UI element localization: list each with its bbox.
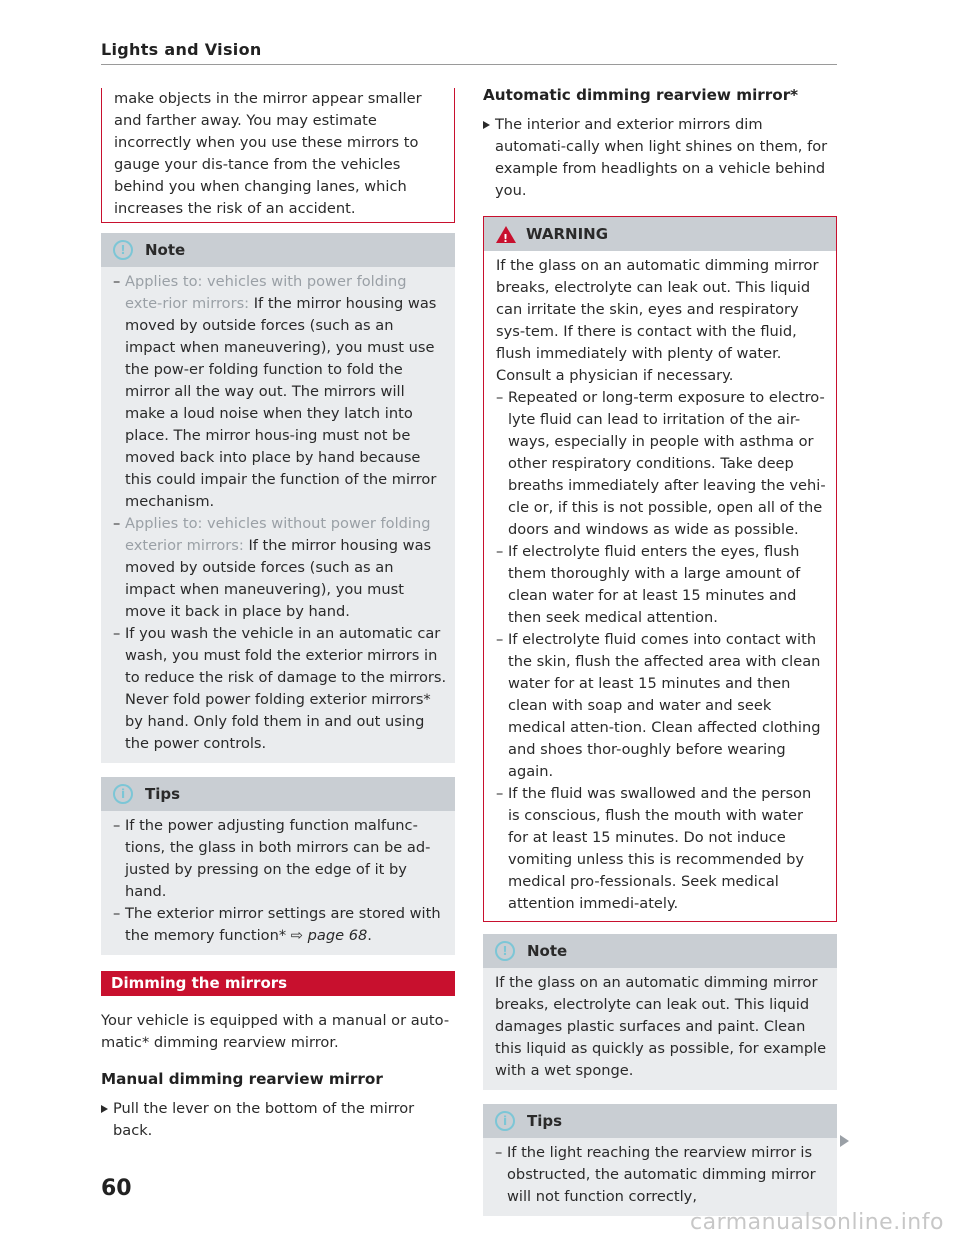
tips-box (101, 777, 455, 955)
list-item: – If electrolyte fluid enters the eyes, flush them thoroughly with a large amount of clean water for at least 15 minutes and then seek medical attention. (496, 541, 826, 629)
tips-box-right (483, 1104, 837, 1216)
tips-body (101, 811, 455, 955)
intro-text: Your vehicle is equipped with a manual or auto-matic* dimming rearview mirror. (101, 1012, 450, 1051)
warning-continuation-text: make objects in the mirror appear smaller and farther away. You may estimate incorrectly when you use these mirrors to gauge your dis-tance from the vehicles behind you when changing lanes, which increases the risk of an accident. (114, 90, 422, 217)
automatic-dimming-heading: Automatic dimming rearview mirror* (483, 86, 799, 104)
list-item (113, 903, 447, 947)
note-body (101, 267, 455, 763)
note-body (483, 968, 837, 1090)
tips-header (101, 777, 455, 811)
left-column (101, 88, 455, 1142)
automatic-step: The interior and exterior mirrors dim automati-cally when light shines on them, for example from headlights on a vehicle behind you. (483, 114, 837, 202)
manual-step: Pull the lever on the bottom of the mirror back. (101, 1098, 455, 1142)
warning-continuation-box (101, 88, 455, 223)
warning-intro: If the glass on an automatic dimming mirror breaks, electrolyte can leak out. This liquid can irritate the skin, eyes and respiratory sys-tem. If there is contact with the fluid, flush immediately with plenty of water. Consult a physician if necessary. (496, 257, 819, 384)
note-title: Note (145, 241, 186, 259)
note-header (101, 233, 455, 267)
manual-dimming-heading: Manual dimming rearview mirror (101, 1070, 383, 1088)
note-item-text: If the mirror housing was moved by outside forces (such as an impact when maneuvering), you must use the pow-er folding function to fold the mirror all the way out. The mirrors will make a loud noise when they latch into place. The mirror hous-ing must not be moved back into place by hand because this could impair the function of the mirror mechanism. (125, 295, 437, 510)
tips-title: Tips (145, 785, 181, 803)
exclamation-circle-icon: ! (113, 240, 133, 260)
right-column (483, 84, 837, 1230)
list-item: – If the fluid was swallowed and the person is conscious, flush the mouth with water for at least 15 minutes. Do not induce vomiting unless this is recommended by medical pro-fessionals. Seek medical attention immedi-ately. (496, 783, 826, 915)
note-item-text: If you wash the vehicle in an automatic car wash, you must fold the exterior mirrors in to reduce the risk of damage to the mirrors. Never fold power folding exterior mirrors* by hand. Only fold them in and out using the power controls. (125, 625, 447, 752)
note-item-text: If the mirror housing was moved by outside forces (such as an impact when maneuvering), you must move it back in place by hand. (125, 537, 432, 620)
header-rule (101, 64, 837, 65)
list-item (113, 271, 447, 513)
warning-box (483, 216, 837, 922)
note-header (483, 934, 837, 968)
list-item (113, 623, 447, 755)
page-number: 60 (101, 1176, 132, 1201)
list-item: – If electrolyte fluid comes into contact with the skin, flush the affected area with clean water for at least 15 minutes and then clean with soap and water and seek medical atten-tion. Clean affected clothing and shoes thor-oughly before wearing again. (496, 629, 826, 783)
tips-header (483, 1104, 837, 1138)
list-item: – If the light reaching the rearview mirror is obstructed, the automatic dimming mirror will not function correctly, (495, 1142, 829, 1208)
page-reference-link[interactable]: ⇨ page 68 (290, 927, 368, 944)
warning-title: WARNING (526, 225, 609, 243)
list-item: – Repeated or long-term exposure to electro-lyte fluid can lead to irritation of the air-ways, especially in people with asthma or other respiratory conditions. Take deep breaths immediately after leaving the vehi-cle or, if this is not possible, open all of the doors and windows as wide as possible. (496, 387, 826, 541)
warning-body (484, 251, 836, 921)
tips-item-text: The exterior mirror settings are stored with the memory function* (125, 905, 441, 944)
tips-body (483, 1138, 837, 1216)
exclamation-circle-icon: ! (495, 941, 515, 961)
footer-watermark[interactable]: carmanualsonline.info (690, 1210, 944, 1235)
section-title: Dimming the mirrors (101, 971, 455, 996)
note-box (101, 233, 455, 763)
warning-triangle-icon (496, 226, 516, 243)
info-circle-icon: i (495, 1111, 515, 1131)
note-title: Note (527, 942, 568, 960)
list-item (113, 513, 447, 623)
note-box-right (483, 934, 837, 1090)
list-item: – If the power adjusting function malfunc-tions, the glass in both mirrors can be ad-justed by pressing on the edge of it by hand. (113, 815, 447, 903)
note-text: If the glass on an automatic dimming mirror breaks, electrolyte can leak out. This liquid damages plastic surfaces and paint. Clean this liquid as quickly as possible, for example with a wet sponge. (495, 974, 827, 1079)
tips-item-end: . (367, 927, 372, 944)
tips-title: Tips (527, 1112, 563, 1130)
continue-arrow-icon (840, 1135, 849, 1147)
info-circle-icon: i (113, 784, 133, 804)
applies-to-label: Applies to: vehicles with power folding exte-rior mirrors: (125, 273, 407, 312)
chapter-title: Lights and Vision (101, 40, 262, 59)
applies-to-label: Applies to: vehicles without power folding exterior mirrors: (125, 515, 431, 554)
warning-header (484, 217, 836, 251)
